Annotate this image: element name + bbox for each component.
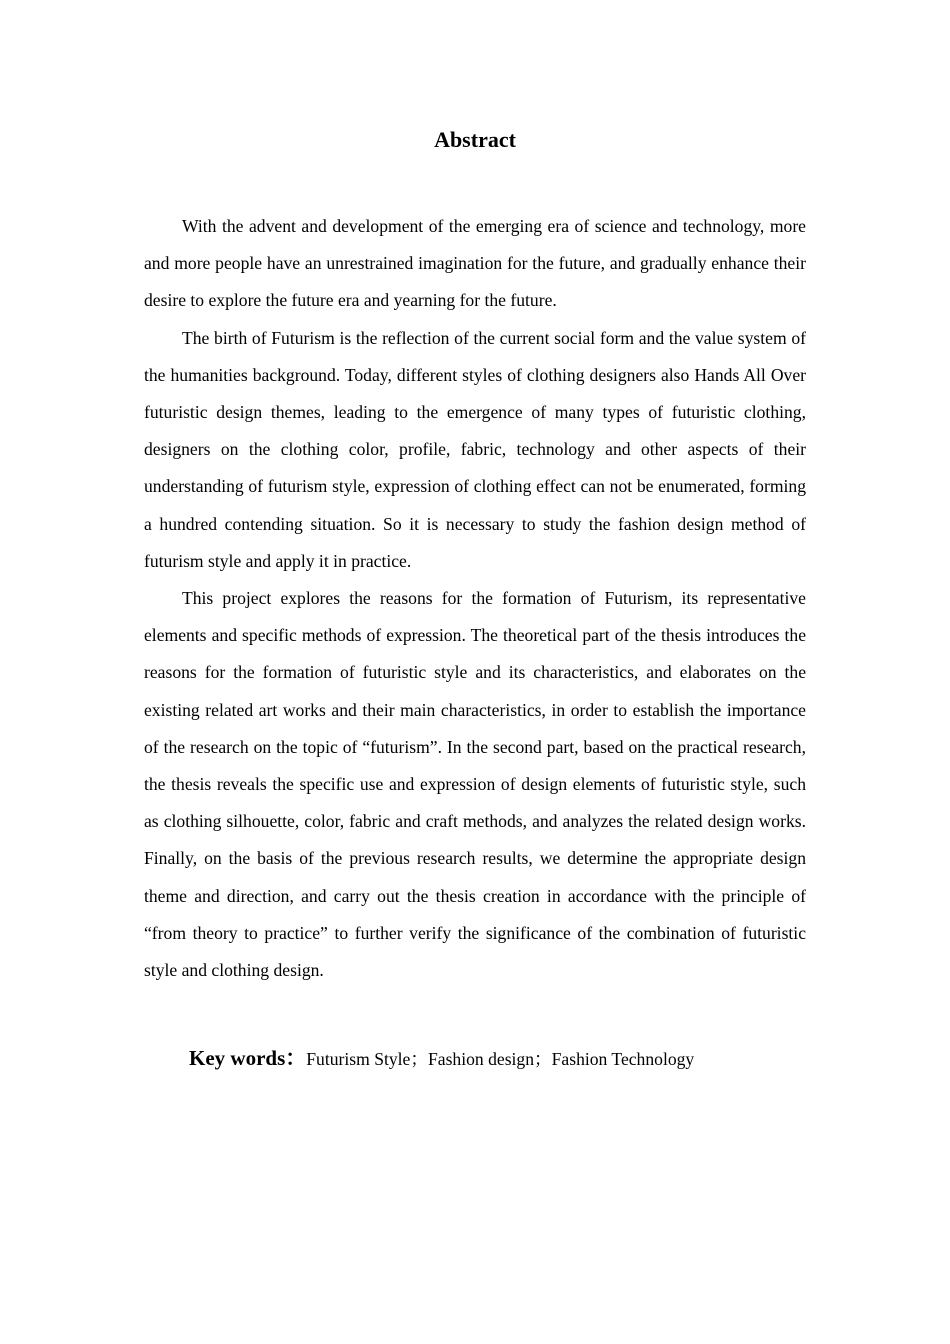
keyword-item: Fashion Technology xyxy=(551,1049,695,1069)
abstract-paragraph-2: The birth of Futurism is the reflection of the current social form and the value system of the humanities background. Today, different styles of clothing designers also Hands All Over futuristic design themes, leading to the emergence of many types of futuristic clothing, designers on the clothing color, profile, fabric, technology and other aspects of their understanding of futurism style, expression of clothing effect can not be enumerated, forming a hundred contending situation. So it is necessary to study the fashion design method of futurism style and apply it in practice. xyxy=(144,327,806,571)
keywords-line xyxy=(189,1040,889,1079)
abstract-paragraph-1: With the advent and development of the emerging era of science and technology, more and more people have an unrestrained imagination for the future, and gradually enhance their desire to explore the future era and yearning for the future. xyxy=(144,216,806,311)
keyword-item: Futurism Style； xyxy=(306,1049,428,1069)
keywords-label: Key words： xyxy=(189,1046,307,1070)
abstract-paragraph-3: This project explores the reasons for the formation of Futurism, its representative elements and specific methods of expression. The theoretical part of the thesis introduces the reasons for the formation of futuristic style and its characteristics, and elaborates on the existing related art works and their main characteristics, in order to establish the importance of the research on the topic of “futurism”. In the second part, based on the practical research, the thesis reveals the specific use and expression of design elements of futuristic style, such as clothing silhouette, color, fabric and craft methods, and analyzes the related design works. Finally, on the basis of the previous research results, we determine the appropriate design theme and direction, and carry out the thesis creation in accordance with the principle of “from theory to practice” to further verify the significance of the combination of futuristic style and clothing design. xyxy=(144,588,806,981)
abstract-body xyxy=(144,208,806,989)
abstract-title: Abstract xyxy=(434,127,516,152)
keyword-item: Fashion design； xyxy=(427,1049,552,1069)
